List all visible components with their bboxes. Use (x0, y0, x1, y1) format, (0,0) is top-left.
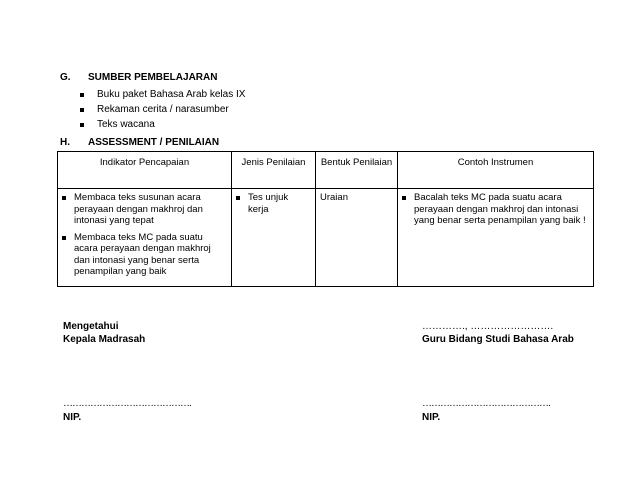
list-item: Buku paket Bahasa Arab kelas IX (97, 89, 246, 100)
section-h-letter: H. (60, 137, 70, 148)
section-g-letter: G. (60, 72, 71, 83)
list-item (62, 232, 227, 278)
header-bentuk: Bentuk Penilaian (316, 152, 398, 189)
indikator-text: Membaca teks MC pada suatu acara perayaan dengan makhroj dan intonasi yang benar serta penampilan yang baik (74, 231, 211, 277)
list-item (402, 192, 589, 227)
jenis-text: Tes unjuk kerja (248, 192, 289, 215)
cell-indikator (58, 189, 232, 287)
header-instrumen: Contoh Instrumen (398, 152, 594, 189)
table-header-row (58, 152, 594, 189)
place-date: …………., ……………………. (422, 321, 554, 332)
nip-left: NIP. (63, 412, 82, 423)
bullet-icon (62, 236, 66, 240)
section-g-title: SUMBER PEMBELAJARAN (88, 72, 218, 83)
list-item (236, 192, 311, 215)
indikator-text: Membaca teks susunan acara perayaan dengan makhroj dan intonasi yang tepat (74, 192, 203, 226)
signature-right-title: Guru Bidang Studi Bahasa Arab (422, 334, 574, 345)
header-indikator: Indikator Pencapaian (58, 152, 232, 189)
cell-jenis (232, 189, 316, 287)
bullet-icon (80, 108, 84, 112)
nip-right: NIP. (422, 412, 441, 423)
bullet-icon (80, 93, 84, 97)
cell-bentuk: Uraian (316, 189, 398, 287)
bullet-icon (80, 123, 84, 127)
list-item (62, 192, 227, 227)
signature-left-title: Kepala Madrasah (63, 334, 146, 345)
header-jenis: Jenis Penilaian (232, 152, 316, 189)
table-row (58, 189, 594, 287)
instrumen-text: Bacalah teks MC pada suatu acara perayaan dengan makhroj dan intonasi yang benar serta penampilan yang baik ! (414, 192, 586, 226)
assessment-table (57, 151, 594, 287)
signature-left-label: Mengetahui (63, 321, 119, 332)
bullet-icon (236, 196, 240, 200)
bullet-icon (402, 196, 406, 200)
section-h-title: ASSESSMENT / PENILAIAN (88, 137, 220, 148)
bullet-icon (62, 196, 66, 200)
list-item: Teks wacana (97, 119, 155, 130)
signature-line-right: ……………………………………. (422, 398, 550, 409)
list-item: Rekaman cerita / narasumber (97, 104, 229, 115)
signature-line-left: ……………………………………. (63, 398, 191, 409)
cell-instrumen (398, 189, 594, 287)
